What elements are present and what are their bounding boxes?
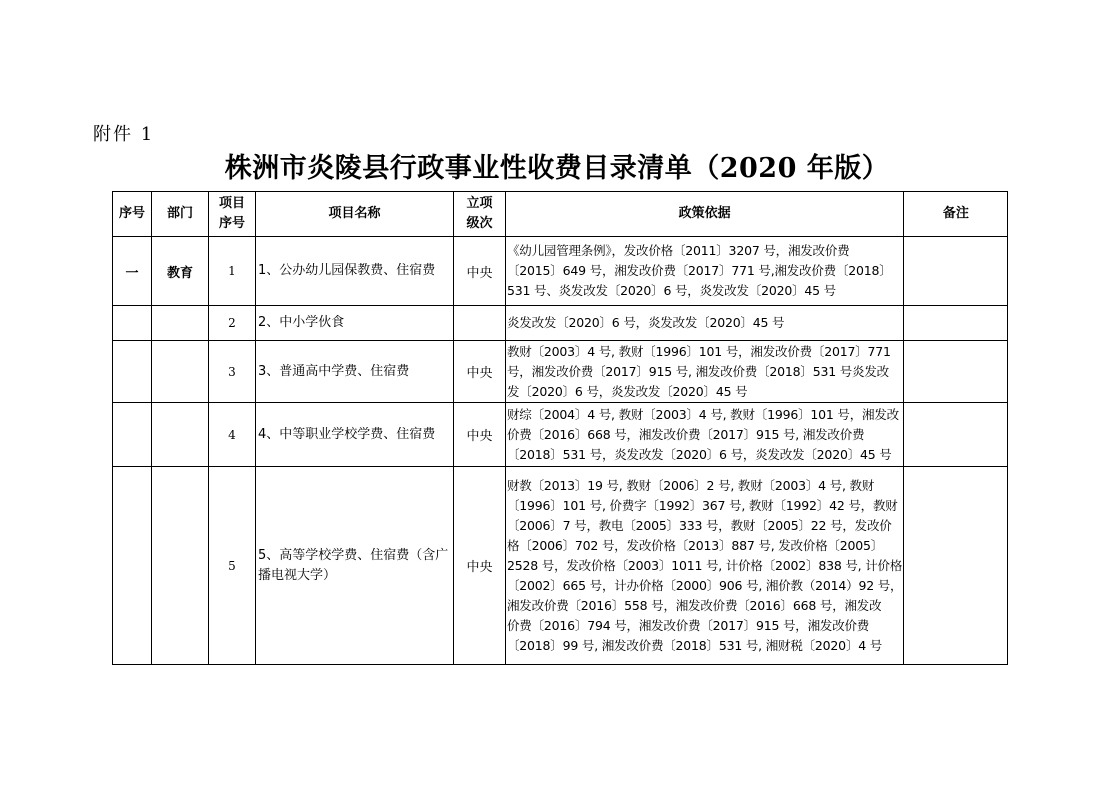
basis-line: 〔2018〕531 号，炎发改发〔2020〕6 号，炎发改发〔2020〕45 号	[507, 446, 892, 462]
row-item-name: 1、公办幼儿园保教费、住宿费	[256, 237, 454, 306]
row-remark	[904, 467, 1008, 665]
header-item-seq-line: 项目	[218, 196, 245, 211]
attachment-label: 附件 1	[93, 124, 155, 145]
row-seq: 一	[113, 237, 152, 306]
row-basis	[506, 467, 904, 665]
table-row	[113, 306, 1008, 341]
basis-line: 531 号、炎发改发〔2020〕6 号，炎发改发〔2020〕45 号	[507, 283, 836, 298]
row-basis	[506, 341, 904, 403]
row-seq	[113, 306, 152, 341]
row-item-name: 5、高等学校学费、住宿费（含广播电视大学）	[256, 467, 454, 665]
basis-line: 格〔2006〕702 号，发改价格〔2013〕887 号, 发改价格〔2005〕	[507, 537, 884, 553]
basis-line: 〔2018〕99 号, 湘发改价费〔2018〕531 号, 湘财税〔2020〕4 号	[507, 637, 883, 653]
header-level-line: 级次	[466, 216, 493, 231]
row-level: 中央	[454, 467, 506, 665]
header-item-seq	[209, 192, 256, 237]
basis-line: 炎发改发〔2020〕6 号，炎发改发〔2020〕45 号	[507, 315, 785, 330]
header-seq: 序号	[113, 192, 152, 237]
header-item-seq-line: 序号	[218, 216, 245, 231]
table-row	[113, 467, 1008, 665]
row-item-seq: 4	[209, 403, 256, 467]
row-level: 中央	[454, 341, 506, 403]
row-seq	[113, 341, 152, 403]
header-level-line: 立项	[466, 196, 493, 211]
header-basis: 政策依据	[506, 192, 904, 237]
row-seq	[113, 403, 152, 467]
header-item-name: 项目名称	[256, 192, 454, 237]
basis-line: 〔2006〕7 号，教电〔2005〕333 号，教财〔2005〕22 号，发改价	[507, 517, 892, 533]
table-row	[113, 237, 1008, 306]
basis-line: 价费〔2016〕668 号，湘发改价费〔2017〕915 号, 湘发改价费	[507, 426, 865, 442]
row-dept	[152, 341, 209, 403]
basis-line: 2528 号，发改价格〔2003〕1011 号, 计价格〔2002〕838 号, 计价格	[507, 557, 903, 573]
row-dept	[152, 306, 209, 341]
basis-line: 教财〔2003〕4 号, 教财〔1996〕101 号，湘发改价费〔2017〕771	[507, 343, 891, 359]
row-basis	[506, 237, 904, 306]
row-item-seq: 1	[209, 237, 256, 306]
header-remark: 备注	[904, 192, 1008, 237]
row-item-seq: 2	[209, 306, 256, 341]
row-level: 中央	[454, 237, 506, 306]
row-item-seq: 5	[209, 467, 256, 665]
row-remark	[904, 341, 1008, 403]
basis-line: 发〔2020〕6 号，炎发改发〔2020〕45 号	[507, 383, 748, 399]
fee-catalog-table	[112, 191, 1008, 665]
row-item-name: 4、中等职业学校学费、住宿费	[256, 403, 454, 467]
row-basis	[506, 403, 904, 467]
basis-line: 〔2002〕665 号，计办价格〔2000〕906 号, 湘价教（2014）92 号，	[507, 577, 903, 593]
row-dept	[152, 403, 209, 467]
row-seq	[113, 467, 152, 665]
basis-line: 湘发改价费〔2016〕558 号，湘发改价费〔2016〕668 号，湘发改	[507, 597, 882, 613]
row-level: 中央	[454, 403, 506, 467]
row-dept	[152, 467, 209, 665]
header-dept: 部门	[152, 192, 209, 237]
row-basis	[506, 306, 904, 341]
row-remark	[904, 306, 1008, 341]
table-row	[113, 341, 1008, 403]
basis-line: 价费〔2016〕794 号，湘发改价费〔2017〕915 号，湘发改价费	[507, 617, 870, 633]
row-item-name: 2、中小学伙食	[256, 306, 454, 341]
basis-line: 号，湘发改价费〔2017〕915 号, 湘发改价费〔2018〕531 号炎发改	[507, 363, 889, 379]
header-row	[113, 192, 1008, 237]
basis-line: 〔1996〕101 号, 价费字〔1992〕367 号, 教财〔1992〕42 号，教财	[507, 497, 898, 513]
document-title: 株洲市炎陵县行政事业性收费目录清单（2020 年版）	[224, 153, 890, 184]
basis-line: 《幼儿园管理条例》，发改价格〔2011〕3207 号，湘发改价费	[507, 243, 850, 258]
row-level	[454, 306, 506, 341]
row-remark	[904, 237, 1008, 306]
header-level	[454, 192, 506, 237]
row-remark	[904, 403, 1008, 467]
row-item-name: 3、普通高中学费、住宿费	[256, 341, 454, 403]
row-dept: 教育	[152, 237, 209, 306]
basis-line: 财综〔2004〕4 号, 教财〔2003〕4 号, 教财〔1996〕101 号，湘发改	[507, 406, 899, 422]
table-row	[113, 403, 1008, 467]
basis-line: 〔2015〕649 号，湘发改价费〔2017〕771 号,湘发改价费〔2018〕	[507, 263, 892, 278]
row-item-seq: 3	[209, 341, 256, 403]
basis-line: 财教〔2013〕19 号, 教财〔2006〕2 号, 教财〔2003〕4 号, 教财	[507, 477, 875, 493]
